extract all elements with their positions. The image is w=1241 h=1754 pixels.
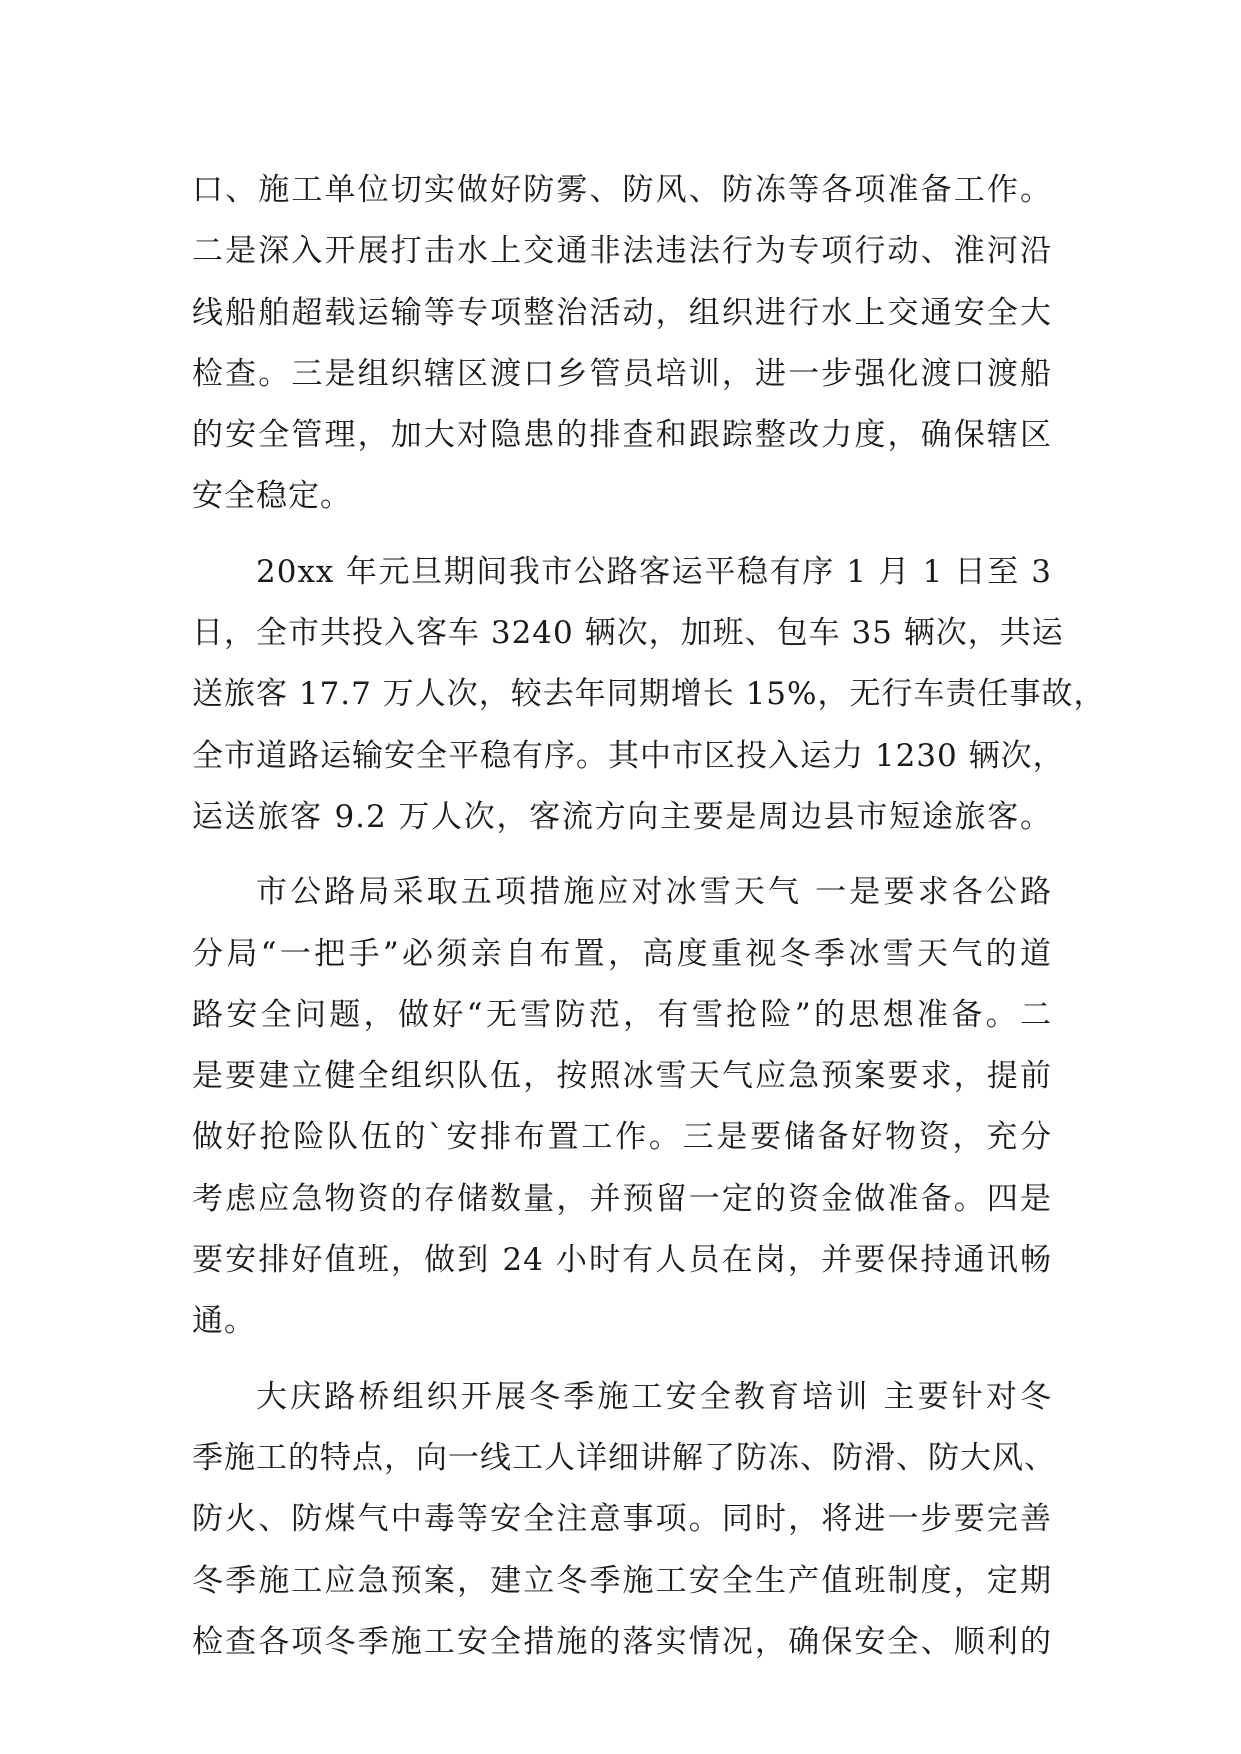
text-line: 市公路局采取五项措施应对冰雪天气 一是要求各公路	[256, 874, 1052, 911]
paragraph-3	[192, 862, 1052, 1352]
paragraph-1	[192, 160, 1052, 528]
text-line: 要安排好值班，做到 24 小时有人员在岗，并要保持通讯畅	[192, 1242, 1052, 1279]
text-line: 全市道路运输安全平稳有序。其中市区投入运力 1230 辆次，	[192, 737, 1065, 774]
text-line: 做好抢险队伍的`安排布置工作。三是要储备好物资，充分	[192, 1119, 1052, 1156]
text-line: 防火、防煤气中毒等安全注意事项。同时，将进一步要完善	[192, 1501, 1052, 1538]
text-line: 路安全问题，做好“无雪防范，有雪抢险”的思想准备。二	[192, 996, 1052, 1033]
paragraph-gap	[192, 528, 1052, 542]
text-line: 通。	[192, 1303, 256, 1340]
text-line: 安全稳定。	[192, 478, 352, 515]
text-line: 二是深入开展打击水上交通非法违法行为专项行动、淮河沿	[192, 233, 1052, 270]
document-body	[192, 160, 1106, 1673]
paragraph-gap	[192, 1353, 1052, 1367]
text-line: 冬季施工应急预案，建立冬季施工安全生产值班制度，定期	[192, 1562, 1052, 1599]
text-line: 检查各项冬季施工安全措施的落实情况，确保安全、顺利的	[192, 1623, 1052, 1660]
text-line: 的安全管理，加大对隐患的排查和跟踪整改力度，确保辖区	[192, 417, 1052, 454]
text-line: 日，全市共投入客车 3240 辆次，加班、包车 35 辆次，共运	[192, 615, 1064, 652]
text-line: 运送旅客 9.2 万人次，客流方向主要是周边县市短途旅客。	[192, 798, 1052, 835]
text-line: 季施工的特点，向一线工人详细讲解了防冻、防滑、防大风、	[192, 1439, 1056, 1476]
text-line: 大庆路桥组织开展冬季施工安全教育培训 主要针对冬	[256, 1378, 1052, 1415]
text-line: 口、施工单位切实做好防雾、防风、防冻等各项准备工作。	[192, 172, 1052, 208]
paragraph-gap	[192, 848, 1052, 862]
text-line: 考虑应急物资的存储数量，并预留一定的资金做准备。四是	[192, 1180, 1052, 1217]
text-line: 检查。三是组织辖区渡口乡管员培训，进一步强化渡口渡船	[192, 355, 1052, 392]
paragraph-2	[192, 542, 1106, 848]
text-line: 是要建立健全组织队伍，按照冰雪天气应急预案要求，提前	[192, 1058, 1052, 1095]
text-line: 线船舶超载运输等专项整治活动，组织进行水上交通安全大	[192, 294, 1052, 331]
paragraph-4	[192, 1367, 1056, 1673]
text-line: 送旅客 17.7 万人次，较去年同期增长 15%，无行车责任事故，	[192, 676, 1106, 713]
text-line: 分局“一把手”必须亲自布置，高度重视冬季冰雪天气的道	[192, 935, 1052, 972]
text-line: 20xx 年元旦期间我市公路客运平稳有序 1 月 1 日至 3	[256, 553, 1052, 590]
